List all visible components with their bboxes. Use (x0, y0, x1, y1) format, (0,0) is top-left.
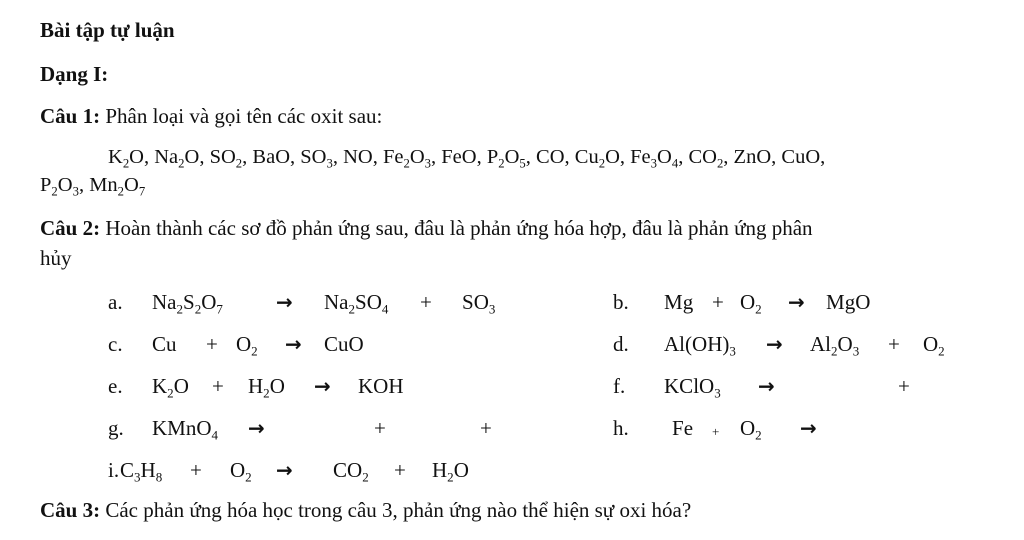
reaction-c-label: c. (108, 332, 123, 356)
reaction-arrow: → (276, 458, 293, 482)
plus-sign: + (480, 416, 492, 440)
question-3-text: Các phản ứng hóa học trong câu 3, phản ứng nào thể hiện sự oxi hóa? (105, 498, 692, 522)
reaction-b-label: b. (613, 290, 629, 314)
reaction-c-formula: Cu (152, 332, 177, 356)
reaction-arrow: → (285, 332, 302, 356)
question-1-label: Câu 1: (40, 104, 101, 128)
plus-sign: + (420, 290, 432, 314)
oxide-formula: $SO_3$ (300, 146, 333, 171)
plus-sign: + (212, 374, 224, 398)
reaction-arrow: → (800, 416, 817, 440)
oxide-formula: $Na_2O$ (154, 146, 200, 171)
reaction-e-formula: $K_2O$ (152, 374, 189, 401)
oxide-formula: $SO_2$ (209, 146, 243, 171)
oxide-list-line-1: $K_2O$, $Na_2O$, $SO_2$, BaO, $SO_3$, NO, $Fe_2O_3$, FeO, $P_2O_5$, CO, $Cu_2O$, $Fe_3O_4$, $CO_2$, ZnO, CuO, (108, 146, 826, 171)
question-2-text-cont: hủy (40, 246, 72, 270)
reaction-b-formula: $O_2$ (740, 290, 762, 317)
oxide-formula: $Cu_2O$ (574, 146, 620, 171)
oxide-formula: $Fe_3O_4$ (630, 146, 679, 171)
reaction-i-formula: $CO_2$ (333, 458, 369, 485)
oxide-formula: CO (536, 146, 565, 168)
question-2-text: Hoàn thành các sơ đồ phản ứng sau, đâu là phản ứng hóa hợp, đâu là phản ứng phân (105, 216, 813, 240)
oxide-formula: BaO (252, 146, 291, 168)
plus-sign: + (190, 458, 202, 482)
question-2 (40, 216, 813, 241)
section-heading: Dạng I: (40, 62, 109, 86)
reaction-c-formula: CuO (324, 332, 364, 356)
reaction-i-formula: $O_2$ (230, 458, 252, 485)
plus-sign: + (374, 416, 386, 440)
plus-sign: + (394, 458, 406, 482)
reaction-g-label: g. (108, 416, 124, 440)
plus-sign: + (712, 424, 720, 439)
reaction-arrow: → (276, 290, 293, 314)
plus-sign: + (712, 290, 724, 314)
worksheet-title: Bài tập tự luận (40, 18, 175, 42)
reaction-a-label: a. (108, 290, 123, 314)
reaction-d-label: d. (613, 332, 629, 356)
question-1-text: Phân loại và gọi tên các oxit sau: (105, 104, 383, 128)
oxide-formula: $P_2O_3$ (40, 174, 79, 199)
reaction-g-formula: KMnO$_4$ (152, 416, 219, 443)
reaction-e-formula: $H_2O$ (248, 374, 285, 401)
question-1 (40, 104, 382, 129)
oxide-list-line-2: $P_2O_3$, $Mn_2O_7$ (40, 174, 146, 199)
reaction-d-formula: $O_2$ (923, 332, 945, 359)
reaction-d-formula: $Al_2O_3$ (810, 332, 860, 359)
reaction-b-formula: MgO (826, 290, 871, 314)
oxide-formula: CuO, (781, 146, 826, 168)
reaction-i-formula: $H_2O$ (432, 458, 469, 485)
reaction-d-formula: $Al(OH)_3$ (664, 332, 736, 359)
reaction-a-formula: $Na_2S_2O_7$ (152, 290, 223, 317)
reaction-f-label: f. (613, 374, 626, 398)
oxide-formula: $CO_2$ (688, 146, 724, 171)
oxide-formula: FeO (441, 146, 477, 168)
oxide-formula: $K_2O$ (108, 146, 144, 171)
reaction-a-formula: $Na_2SO_4$ (324, 290, 389, 317)
reaction-i-label: i. (108, 458, 120, 482)
oxide-formula: $Mn_2O_7$ (89, 174, 146, 199)
reaction-b-formula: Mg (664, 290, 694, 314)
reaction-arrow: → (758, 374, 775, 398)
oxide-formula: $P_2O_5$ (486, 146, 526, 171)
reaction-arrow: → (788, 290, 805, 314)
reaction-i-formula: $C_3H_8$ (120, 458, 163, 485)
reaction-e-formula: KOH (358, 374, 404, 398)
reaction-arrow: → (766, 332, 783, 356)
oxide-formula: $Fe_2O_3$ (382, 146, 432, 171)
reaction-e-label: e. (108, 374, 123, 398)
oxide-formula: NO (343, 146, 373, 168)
oxide-formula: ZnO (733, 146, 772, 168)
reaction-h-formula: Fe (672, 416, 694, 440)
reaction-arrow: → (314, 374, 331, 398)
plus-sign: + (898, 374, 910, 398)
plus-sign: + (206, 332, 218, 356)
reaction-arrow: → (248, 416, 265, 440)
plus-sign: + (888, 332, 900, 356)
reaction-a-formula: $SO_3$ (462, 290, 496, 317)
reaction-f-formula: KClO$_3$ (664, 374, 721, 401)
reaction-h-label: h. (613, 416, 629, 440)
reaction-h-formula: $O_2$ (740, 416, 762, 443)
reaction-c-formula: $O_2$ (236, 332, 258, 359)
question-3-label: Câu 3: (40, 498, 101, 522)
question-2-label: Câu 2: (40, 216, 101, 240)
question-3 (40, 498, 691, 523)
